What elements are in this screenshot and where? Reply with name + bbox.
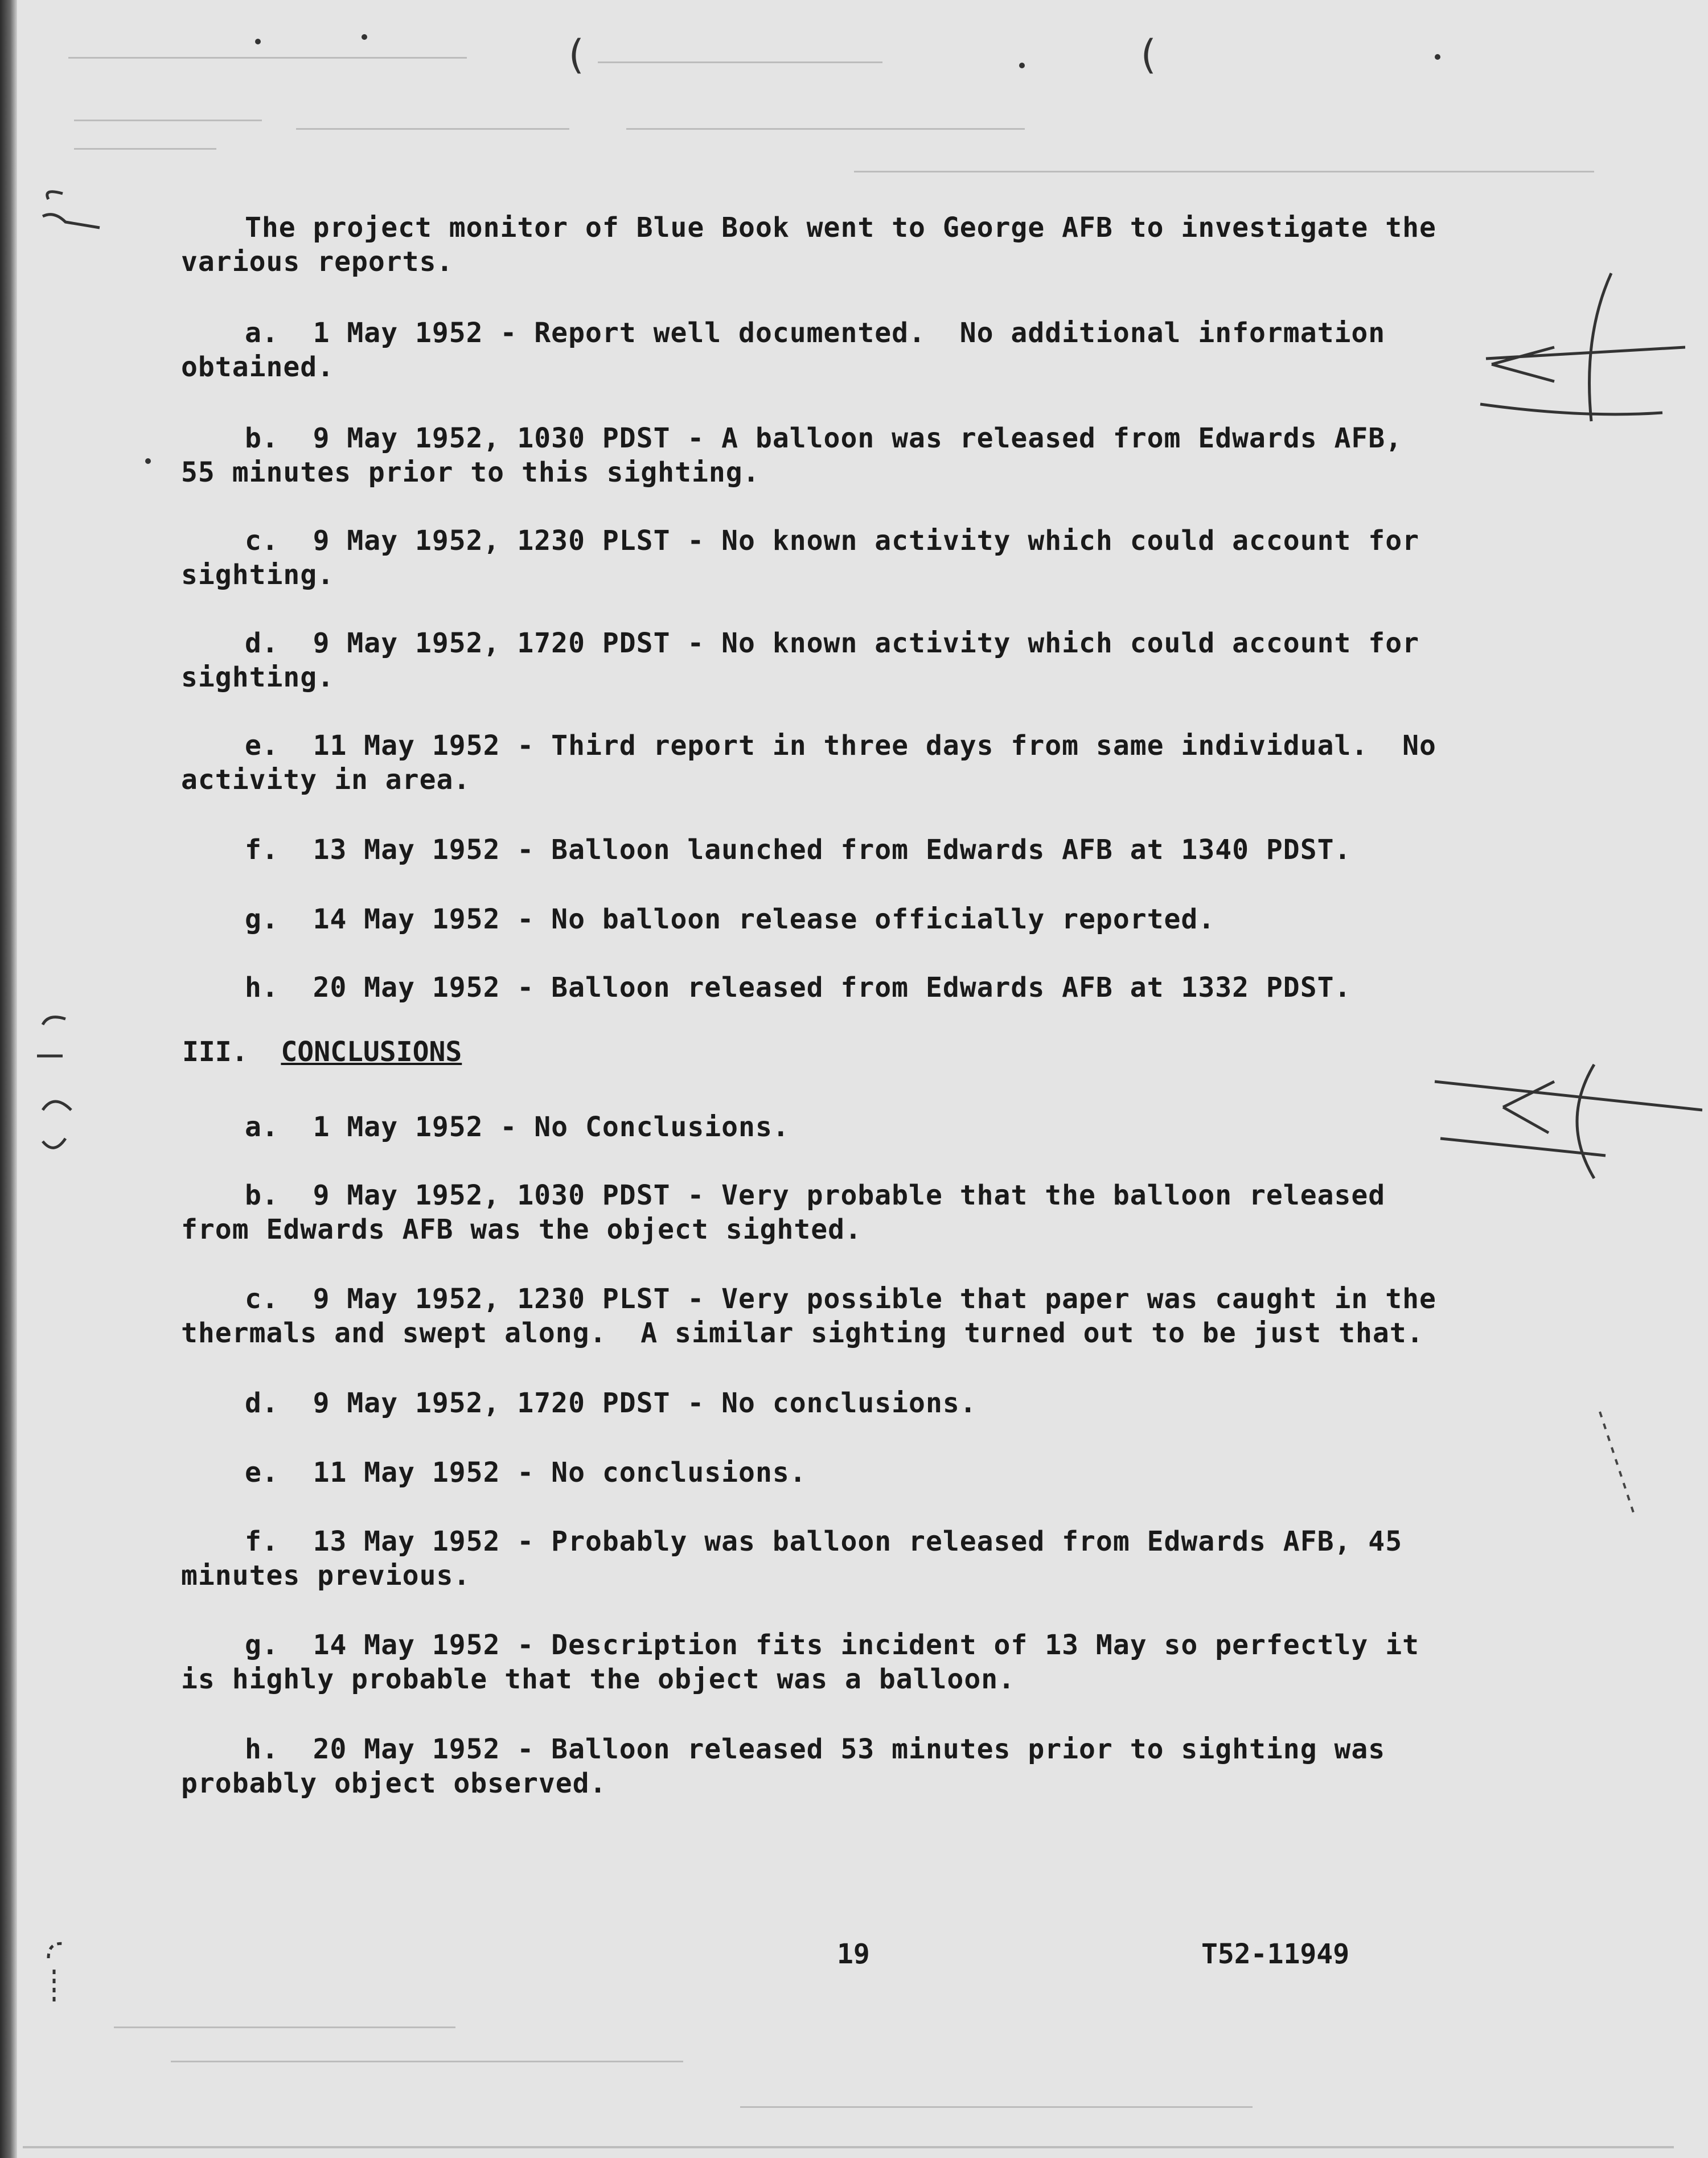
page-number: 19 (837, 1938, 870, 1970)
scan-noise (598, 61, 882, 63)
scan-speck (1435, 54, 1440, 60)
conclusion-h: h. 20 May 1952 - Balloon released 53 minutes prior to sighting was (245, 1733, 1386, 1765)
finding-a: a. 1 May 1952 - Report well documented. No additional information (245, 317, 1386, 349)
conclusion-c: c. 9 May 1952, 1230 PLST - Very possible that paper was caught in the (245, 1283, 1436, 1315)
finding-d: d. 9 May 1952, 1720 PDST - No known activity which could account for (245, 627, 1419, 659)
finding-f: f. 13 May 1952 - Balloon launched from Edwards AFB at 1340 PDST. (245, 834, 1352, 866)
scan-mark: ( (1136, 31, 1160, 78)
intro-line-1: The project monitor of Blue Book went to George AFB to investigate the (245, 212, 1436, 244)
scan-noise (23, 2146, 1674, 2148)
finding-c: c. 9 May 1952, 1230 PLST - No known activity which could account for (245, 525, 1419, 557)
scan-noise (171, 2061, 683, 2062)
margin-arrow-mark (1423, 1059, 1702, 1184)
scan-left-edge (0, 0, 17, 2158)
scan-noise (68, 57, 467, 59)
conclusion-a: a. 1 May 1952 - No Conclusions. (245, 1111, 790, 1143)
conclusion-b-cont: from Edwards AFB was the object sighted. (181, 1214, 862, 1246)
finding-c-cont: sighting. (181, 559, 335, 591)
finding-e-cont: activity in area. (181, 764, 471, 796)
intro-line-2: various reports. (181, 246, 454, 278)
finding-d-cont: sighting. (181, 661, 335, 693)
punch-hole-mark (37, 1930, 83, 2009)
conclusion-f: f. 13 May 1952 - Probably was balloon released from Edwards AFB, 45 (245, 1526, 1403, 1557)
section-title: CONCLUSIONS (281, 1036, 462, 1068)
scan-speck (1019, 63, 1025, 68)
scan-speck (255, 39, 261, 44)
conclusion-b: b. 9 May 1952, 1030 PDST - Very probable that the balloon released (245, 1179, 1386, 1211)
conclusion-g: g. 14 May 1952 - Description fits incident of 13 May so perfectly it (245, 1629, 1419, 1661)
conclusion-g-cont: is highly probable that the object was a balloon. (181, 1663, 1016, 1695)
scan-noise (854, 171, 1594, 172)
punch-hole-mark (31, 1002, 105, 1173)
finding-e: e. 11 May 1952 - Third report in three days from same individual. No (245, 730, 1436, 762)
finding-b-cont: 55 minutes prior to this sighting. (181, 457, 760, 488)
conclusion-d: d. 9 May 1952, 1720 PDST - No conclusions. (245, 1387, 977, 1419)
scan-noise (74, 148, 216, 150)
scan-mark: ( (564, 31, 588, 78)
scan-noise (74, 120, 262, 121)
scan-noise (114, 2027, 455, 2028)
finding-g: g. 14 May 1952 - No balloon release officially reported. (245, 903, 1216, 935)
finding-h: h. 20 May 1952 - Balloon released from Edwards AFB at 1332 PDST. (245, 972, 1352, 1004)
document-id: T52-11949 (1201, 1938, 1350, 1970)
scan-noise (626, 128, 1025, 130)
section-heading: III. CONCLUSIONS (182, 1036, 462, 1068)
finding-a-cont: obtained. (181, 351, 335, 383)
margin-mark (1594, 1406, 1640, 1520)
finding-b: b. 9 May 1952, 1030 PDST - A balloon was released from Edwards AFB, (245, 422, 1403, 454)
scan-noise (296, 128, 569, 130)
conclusion-e: e. 11 May 1952 - No conclusions. (245, 1457, 807, 1489)
conclusion-h-cont: probably object observed. (181, 1767, 607, 1799)
conclusion-c-cont: thermals and swept along. A similar sighting turned out to be just that. (181, 1317, 1424, 1349)
scan-speck (145, 458, 151, 464)
conclusion-f-cont: minutes previous. (181, 1560, 471, 1592)
margin-arrow-mark (1469, 268, 1685, 433)
scan-noise (740, 2106, 1253, 2108)
scan-speck (362, 34, 367, 40)
punch-hole-mark (31, 182, 105, 262)
